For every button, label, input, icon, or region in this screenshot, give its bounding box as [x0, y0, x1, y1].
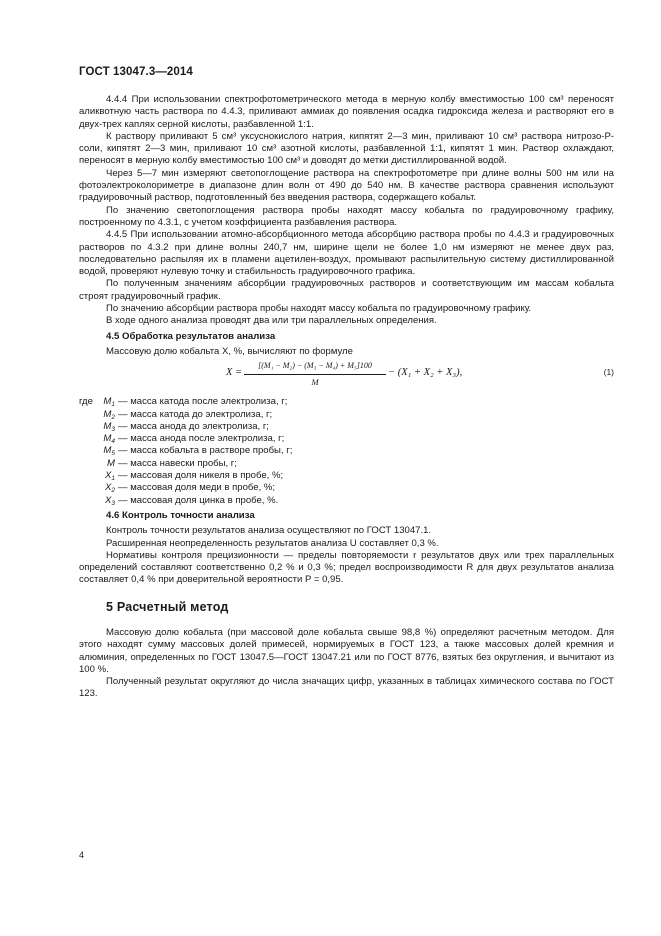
symbol-letter: X [105, 482, 112, 494]
paragraph-4-4-4: 4.4.4 При использовании спектрофотометрического метода в мерную колбу вместимостью 100 см³ переносят аликвотную часть раствора по 4.4.3, приливают аммиак до появления осадка гидроксида железа и растворяют его в двух-трех каплях серной кислоты, разбавленной 1:1. [79, 94, 614, 130]
paragraph: Нормативы контроля прецизионности — пределы повторяемости r результатов двух или трех параллельных определений составляют соответственно 0,2 % и 0,3 %; предел воспроизводимости R для двух результатов анализа составляет 0,4 % при доверительной вероятности P = 0,95. [79, 549, 614, 586]
paragraph: Через 5—7 мин измеряют светопоглощение раствора на спектрофотометре при длине волны 500 нм или на фотоэлектроколориметре в диапазоне длин волн от 490 до 540 нм. В качестве раствора сравнения используют градуировочный раствор, подготовленный без введения раствора, содержащего кобальт. [79, 167, 614, 204]
definition-spacer [79, 433, 96, 445]
symbol-letter: M [103, 396, 112, 408]
paragraph: По полученным значениям абсорбции градуировочных растворов и соответствующим им массам кобальта строят градуировочный график. [79, 278, 614, 302]
definition-symbol [96, 396, 118, 408]
definition-row [79, 482, 614, 494]
definition-symbol [96, 433, 118, 445]
symbol-letter: M [107, 457, 115, 469]
paragraph: К раствору приливают 5 см³ уксуснокислого натрия, кипятят 2—3 мин, приливают 10 см³ раствора нитрозо-Р-соли, кипятят 2—3 мин, приливают 10 см³ азотной кислоты, разбавленной 1:1, кипятят 1 мин. Раствор охлаждают, переносят в мерную колбу вместимостью 100 см³ и доводят до метки дистиллированной водой. [79, 130, 614, 167]
paragraph: По значению абсорбции раствора пробы находят массу кобальта по градуировочному графику. [106, 303, 532, 315]
document-body [79, 94, 614, 701]
formula-1 [79, 360, 614, 394]
paragraph: В ходе одного анализа проводят два или три параллельных определения. [106, 315, 437, 327]
paragraph: Массовую долю кобальта X, %, вычисляют по формуле [106, 345, 353, 357]
section-heading-4-6: 4.6 Контроль точности анализа [106, 509, 255, 521]
paragraph: Расширенная неопределенность результатов анализа U составляет 0,3 %. [106, 537, 439, 549]
paragraph: Контроль точности результатов анализа осуществляют по ГОСТ 13047.1. [106, 525, 432, 537]
symbol-subscript: 3 [111, 425, 115, 433]
paragraph: Массовую долю кобальта (при массовой доле кобальта свыше 98,8 %) определяют расчетным методом. Для этого находят сумму массовых долей примесей, нормируемых в ГОСТ 123, а также массовых долей кремния и алюминия, определенных по ГОСТ 13047.5—ГОСТ 13047.21 или по ГОСТ 8776, взятых без округления, и вычитают из 100 %. [79, 626, 614, 675]
definition-spacer [79, 409, 96, 421]
symbol-subscript: 2 [111, 413, 115, 421]
definition-row [79, 421, 614, 433]
definition-row [79, 458, 614, 470]
definition-text: — масса навески пробы, г; [118, 457, 237, 469]
definition-spacer [79, 421, 96, 433]
symbol-letter: X [105, 494, 112, 506]
definition-text: — массовая доля никеля в пробе, %; [118, 470, 284, 482]
paragraph: По значению светопоглощения раствора пробы находят массу кобальта по градуировочному графику, построенному по 4.3.1, с учетом коэффициента разбавления раствора. [79, 204, 614, 228]
definition-row [79, 396, 614, 408]
definition-spacer [79, 482, 96, 494]
symbol-subscript: 4 [111, 438, 115, 446]
definition-symbol [96, 495, 118, 507]
symbol-subscript: 2 [111, 487, 115, 495]
formula-numerator: [(M₁ − M₂) − (M₃ − M₄) + M₅]100 [244, 360, 386, 374]
variable-definitions [79, 396, 614, 507]
symbol-letter: X [105, 470, 112, 482]
definition-row [79, 445, 614, 457]
document-header: ГОСТ 13047.3—2014 [79, 66, 193, 78]
section-heading-5: 5 Расчетный метод [106, 599, 229, 614]
definition-text: — массовая доля цинка в пробе, %. [118, 494, 279, 506]
formula-number: (1) [603, 367, 614, 378]
definition-text: — масса катода до электролиза, г; [118, 408, 273, 420]
paragraph-4-4-5: 4.4.5 При использовании атомно-абсорбционного метода абсорбцию раствора пробы по 4.4.3 и градуировочных растворов по 4.3.2 при длине волны 240,7 нм, ширине щели не более 1,0 нм измеряют не менее двух раз, последовательно распыляя их в пламени ацетилен-воздух, промывают распылительную систему дистиллированной водой, проверяют нулевую точку и стабильность градуировочного графика. [79, 229, 614, 278]
page-number: 4 [79, 850, 85, 860]
definition-symbol [96, 470, 118, 482]
definition-spacer [79, 495, 96, 507]
definition-symbol [96, 421, 118, 433]
definition-text: — масса катода после электролиза, г; [118, 396, 288, 408]
symbol-subscript: 1 [111, 475, 115, 483]
definition-text: — массовая доля меди в пробе, %; [118, 482, 276, 494]
definition-spacer [79, 445, 96, 457]
definition-symbol [96, 445, 118, 457]
definition-symbol [96, 458, 118, 470]
definition-text: — масса анода после электролиза, г; [118, 433, 285, 445]
definition-spacer [79, 470, 96, 482]
where-label: где [79, 396, 93, 408]
definition-spacer [79, 458, 96, 470]
definition-symbol [96, 409, 118, 421]
definition-text: — масса анода до электролиза, г; [118, 420, 269, 432]
formula-rest: − (X₁ + X₂ + X₃), [388, 367, 463, 379]
symbol-subscript: 5 [111, 450, 115, 458]
symbol-letter: M [103, 420, 112, 432]
definition-row [79, 409, 614, 421]
definition-row [79, 495, 614, 507]
formula-lhs: X = [226, 367, 243, 379]
symbol-letter: M [103, 433, 112, 445]
formula-denominator: M [311, 376, 319, 387]
section-heading-4-5: 4.5 Обработка результатов анализа [106, 330, 276, 342]
symbol-letter: M [103, 445, 112, 457]
symbol-subscript: 3 [111, 499, 115, 507]
symbol-letter: M [103, 408, 112, 420]
definition-row [79, 470, 614, 482]
symbol-subscript: 1 [111, 401, 115, 409]
definition-symbol [96, 482, 118, 494]
definition-text: — масса кобальта в растворе пробы, г; [118, 445, 293, 457]
formula-fraction [244, 360, 386, 388]
definition-row [79, 433, 614, 445]
paragraph: Полученный результат округляют до числа значащих цифр, указанных в таблицах химического состава по ГОСТ 123. [79, 676, 614, 700]
